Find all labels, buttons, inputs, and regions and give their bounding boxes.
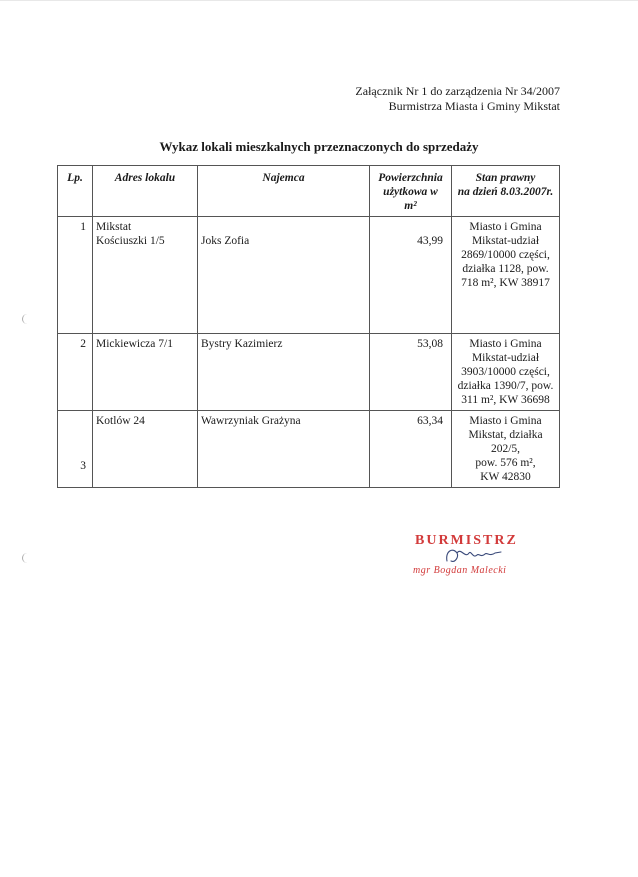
table-row — [58, 217, 560, 334]
row-address — [93, 334, 198, 411]
status-line: Mikstat-udział — [471, 235, 540, 247]
tenant-name: Wawrzyniak Grażyna — [201, 415, 301, 427]
stamp-name: mgr Bogdan Malecki — [413, 565, 507, 576]
annex-line-1: Załącznik Nr 1 do zarządzenia Nr 34/2007 — [355, 84, 560, 98]
status-line: pow. 576 m², — [475, 457, 536, 469]
header-tenant: Najemca — [198, 166, 370, 217]
page-edge — [0, 0, 638, 1]
status-line: 3903/10000 części, — [461, 366, 550, 378]
address-line: Mikstat — [96, 221, 132, 233]
row-lp: 2 — [58, 334, 93, 411]
status-line: działka 1390/7, pow. — [457, 380, 554, 392]
status-line: 2869/10000 części, — [461, 249, 550, 261]
row-tenant — [198, 334, 370, 411]
header-area-line: m² — [404, 200, 417, 212]
mayor-stamp — [405, 533, 545, 583]
tenant-name: Joks Zofia — [201, 235, 250, 247]
address-line: Kotlów 24 — [96, 415, 145, 427]
row-address — [93, 217, 198, 334]
tenant-name: Bystry Kazimierz — [201, 338, 283, 350]
row-area — [370, 334, 452, 411]
row-tenant — [198, 217, 370, 334]
area-value: 43,99 — [417, 235, 443, 247]
punch-hole-mark — [22, 314, 33, 324]
row-lp: 3 — [58, 411, 93, 488]
row-area — [370, 411, 452, 488]
table-header-row — [58, 166, 560, 217]
status-line: 311 m², KW 36698 — [461, 394, 550, 406]
row-legal-status — [452, 334, 560, 411]
status-line: Mikstat-udział — [471, 352, 540, 364]
document-title: Wykaz lokali mieszkalnych przeznaczonych do sprzedaży — [159, 139, 479, 154]
stamp-title: BURMISTRZ — [415, 533, 518, 548]
address-line: Kościuszki 1/5 — [96, 235, 165, 247]
row-lp: 1 — [58, 217, 93, 334]
row-legal-status — [452, 411, 560, 488]
header-lp: Lp. — [58, 166, 93, 217]
area-value: 63,34 — [417, 415, 443, 427]
punch-hole-mark — [22, 553, 33, 563]
row-legal-status — [452, 217, 560, 334]
row-area — [370, 217, 452, 334]
row-tenant — [198, 411, 370, 488]
apartments-table — [57, 165, 560, 488]
row-address — [93, 411, 198, 488]
status-line: Miasto i Gmina — [469, 221, 542, 233]
header-area-line: Powierzchnia — [378, 172, 443, 184]
header-area-line: użytkowa w — [383, 186, 438, 198]
header-status-line: Stan prawny — [475, 172, 536, 184]
status-line: Miasto i Gmina — [469, 338, 542, 350]
table-row — [58, 334, 560, 411]
area-value: 53,08 — [417, 338, 443, 350]
status-line: KW 42830 — [480, 471, 531, 483]
header-status-line: na dzień 8.03.2007r. — [457, 186, 554, 198]
header-address: Adres lokalu — [93, 166, 198, 217]
table-row — [58, 411, 560, 488]
status-line: Miasto i Gmina — [469, 415, 542, 427]
address-line: Mickiewicza 7/1 — [96, 338, 173, 350]
status-line: działka 1128, pow. — [462, 263, 549, 275]
annex-line-2: Burmistrza Miasta i Gminy Mikstat — [388, 99, 560, 113]
status-line: Mikstat, działka 202/5, — [468, 429, 543, 455]
status-line: 718 m², KW 38917 — [461, 277, 550, 289]
header-legal-status — [452, 166, 560, 217]
annex-reference — [355, 84, 560, 114]
header-area — [370, 166, 452, 217]
